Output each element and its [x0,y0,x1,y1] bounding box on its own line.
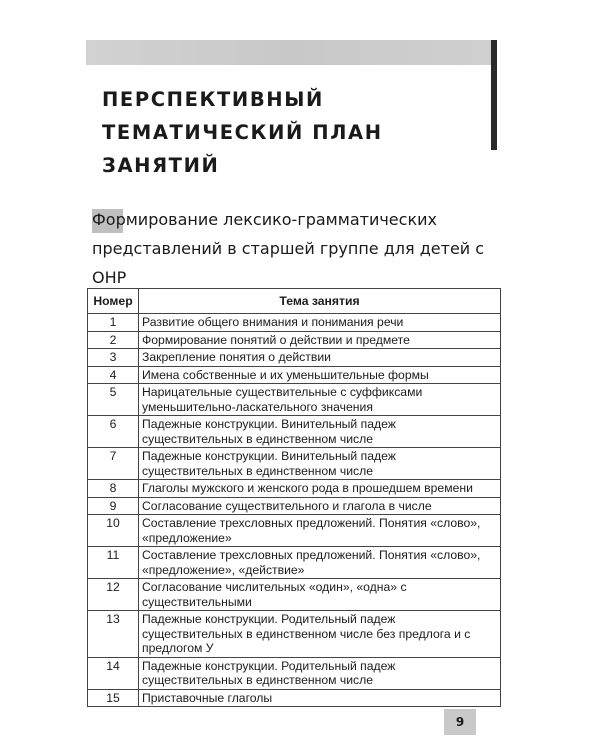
row-topic: Приставочные глаголы [139,689,501,707]
row-topic: Падежные конструкции. Винительный падеж существительных в единственном числе [139,416,501,448]
row-number: 8 [88,480,139,498]
row-topic: Формирование понятий о действии и предмете [139,331,501,349]
column-header-topic: Тема занятия [139,289,501,314]
row-number: 13 [88,611,139,658]
table-row [88,611,501,658]
table-row [88,497,501,515]
column-header-number: Номер [88,289,139,314]
row-number: 7 [88,448,139,480]
row-number: 10 [88,515,139,547]
row-topic: Имена собственные и их уменьшительные формы [139,366,501,384]
header-rule [491,40,497,150]
table-row [88,349,501,367]
table-row [88,416,501,448]
row-topic: Составление трехсловных предложений. Понятия «слово», «предложение» [139,515,501,547]
row-number: 11 [88,547,139,579]
row-number: 2 [88,331,139,349]
row-topic: Закрепление понятия о действии [139,349,501,367]
page-number: 9 [455,715,465,729]
row-topic: Согласование существительного и глагола в числе [139,497,501,515]
section-subtitle [92,205,512,292]
table-row [88,366,501,384]
table-row [88,314,501,332]
page-title: ПЕРСПЕКТИВНЫЙ ТЕМАТИЧЕСКИЙ ПЛАН ЗАНЯТИЙ [102,88,383,177]
row-number: 14 [88,657,139,689]
row-topic: Согласование числительных «один», «одна» с существительными [139,579,501,611]
row-topic: Падежные конструкции. Родительный падеж существительных в единственном числе [139,657,501,689]
section-subtitle-text: Формирование лексико-грамматических представлений в старшей группе для детей с ОНР [92,210,485,287]
table-row [88,448,501,480]
row-topic: Падежные конструкции. Винительный падеж существительных в единственном числе [139,448,501,480]
row-number: 12 [88,579,139,611]
table-row [88,547,501,579]
table-header-row [88,289,501,314]
table-row [88,480,501,498]
table-row [88,579,501,611]
row-number: 1 [88,314,139,332]
table-row [88,331,501,349]
row-topic: Составление трехсловных предложений. Понятия «слово», «предложение», «действие» [139,547,501,579]
row-number: 3 [88,349,139,367]
table-row [88,515,501,547]
row-number: 9 [88,497,139,515]
header-band [86,40,496,65]
row-topic: Глаголы мужского и женского рода в прошедшем времени [139,480,501,498]
row-number: 4 [88,366,139,384]
row-number: 6 [88,416,139,448]
table-row [88,384,501,416]
row-number: 15 [88,689,139,707]
row-topic: Развитие общего внимания и понимания речи [139,314,501,332]
table-row [88,689,501,707]
row-number: 5 [88,384,139,416]
row-topic: Падежные конструкции. Родительный падеж существительных в единственном числе без предлога и с предлогом У [139,611,501,658]
lesson-plan-table [87,288,501,707]
table-row [88,657,501,689]
row-topic: Нарицательные существительные с суффиксами уменьшительно-ласкательного значения [139,384,501,416]
